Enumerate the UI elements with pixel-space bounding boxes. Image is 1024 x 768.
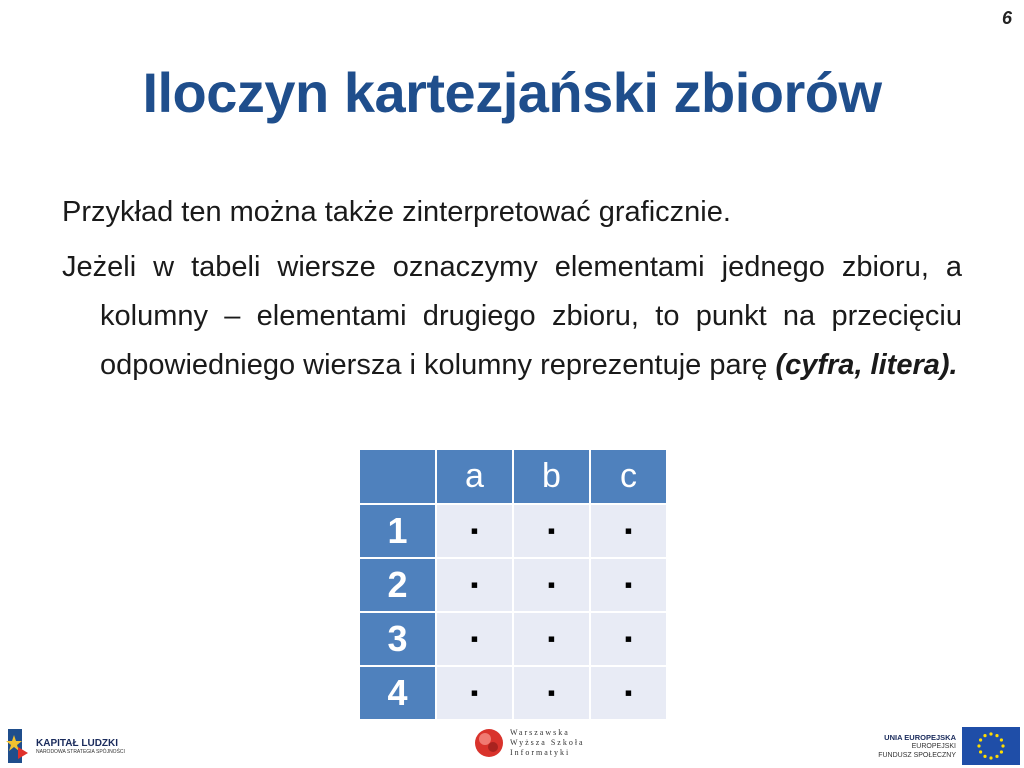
row-header-1: 1 (359, 504, 436, 558)
kapital-ludzki-name: KAPITAŁ LUDZKI (36, 737, 119, 749)
wwsi-line-2: Wyższa Szkoła (510, 738, 585, 747)
wwsi-line-3: Informatyki (510, 748, 571, 757)
table-row (359, 504, 667, 558)
table-cell: ▪ (436, 612, 513, 666)
table-row (359, 612, 667, 666)
eu-line-3: FUNDUSZ SPOŁECZNY (878, 751, 956, 759)
kapital-ludzki-subtitle: NARODOWA STRATEGIA SPÓJNOŚCI (36, 748, 125, 755)
slide-title: Iloczyn kartezjański zbiorów (142, 61, 882, 124)
slide-number: 6 (1001, 8, 1012, 28)
table-cell: ▪ (513, 558, 590, 612)
eu-line-1: UNIA EUROPEJSKA (884, 732, 956, 742)
paragraph-2-emphasis: (cyfra, litera). (775, 349, 958, 381)
wwsi-line-1: Warszawska (510, 728, 570, 737)
kapital-ludzki-star-icon (4, 727, 30, 765)
table-cell: ▪ (436, 504, 513, 558)
wwsi-emblem-icon (474, 728, 504, 758)
column-header-b: b (513, 449, 590, 504)
table-cell: ▪ (590, 612, 667, 666)
table-header-row (359, 449, 667, 504)
column-header-c: c (590, 449, 667, 504)
wwsi-logo (474, 728, 585, 758)
table-cell: ▪ (513, 666, 590, 720)
cartesian-table (358, 448, 668, 721)
table-cell: ▪ (590, 666, 667, 720)
paragraph-1: Przykład ten można także zinterpretować graficznie. (62, 196, 731, 228)
column-header-a: a (436, 449, 513, 504)
eu-line-2: EUROPEJSKI (911, 742, 956, 750)
table-cell: ▪ (513, 504, 590, 558)
eu-logo (878, 727, 1020, 765)
row-header-2: 2 (359, 558, 436, 612)
slide-body (62, 188, 962, 390)
paragraph-2-text: Jeżeli w tabeli wiersze oznaczymy elementami jednego zbioru, a kolumny – elementami drugiego zbioru, to punkt na przecięciu odpowiedniego wiersza i kolumny reprezentuje parę (62, 251, 962, 381)
eu-flag-icon (962, 727, 1020, 765)
kapital-ludzki-logo (4, 726, 125, 766)
paragraph-2 (62, 243, 962, 390)
table-cell: ▪ (590, 558, 667, 612)
table-corner-cell (359, 449, 436, 504)
table-cell: ▪ (436, 666, 513, 720)
table-row (359, 666, 667, 720)
table-cell: ▪ (513, 612, 590, 666)
table-row (359, 558, 667, 612)
table-cell: ▪ (590, 504, 667, 558)
row-header-3: 3 (359, 612, 436, 666)
row-header-4: 4 (359, 666, 436, 720)
table-cell: ▪ (436, 558, 513, 612)
